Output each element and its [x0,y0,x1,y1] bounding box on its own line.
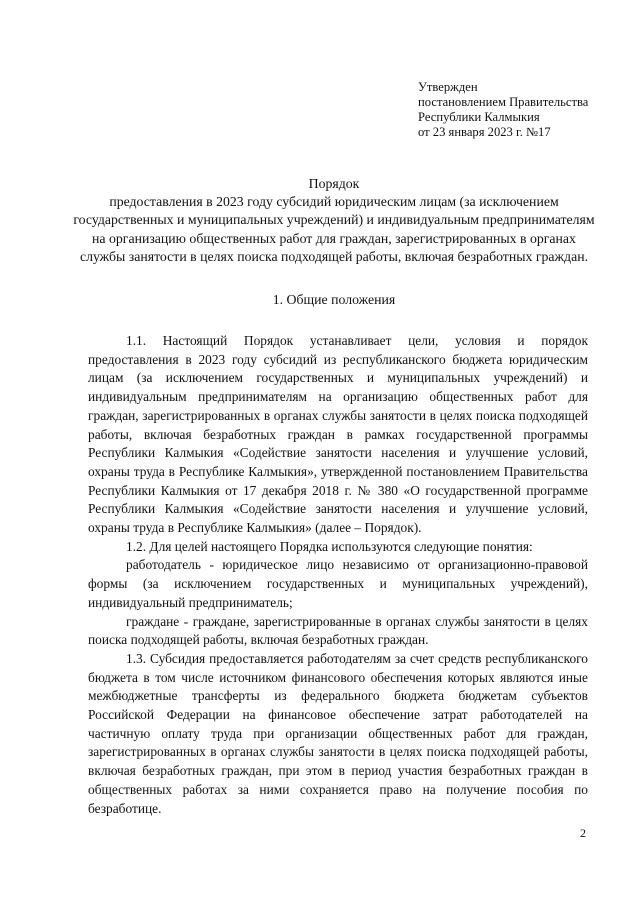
document-title: Порядок [308,176,360,191]
page-number: 2 [580,826,586,840]
approval-stamp [418,80,628,140]
approval-line-2: постановлением Правительства [418,95,589,109]
paragraph-1-3: 1.3. Субсидия предоставляется работодателям за счет средств республиканского бюджета в том числе источником финансового обеспечения которых являются иные межбюджетные трансферты из федерального бюджета бюджетам субъектов Российской Федерации на финансовое обеспечение затрат работодателей на частичную оплату труда при организации общественных работ для граждан, зарегистрированных в органах службы занятости в целях поиска подходящей работы, включая безработных граждан, при этом в период участия безработных граждан в общественных работах за ними сохраняется право на получение пособия по безработице. [88,650,588,816]
definition-citizens: граждане - граждане, зарегистрированные в органах службы занятости в целях поиска подходящей работы, включая безработных граждан. [88,613,588,648]
document-body [88,332,588,818]
section-title: 1. Общие положения [272,292,396,307]
paragraph-1-1: 1.1. Настоящий Порядок устанавливает цели, условия и порядок предоставления в 2023 году субсидий из республиканского бюджета юридическим лицам (за исключением государственных и муниципальных учреждений) и индивидуальным предпринимателям на организацию общественных работ для граждан, зарегистрированных в органах службы занятости в целях поиска подходящей работы, включая безработных граждан в рамках государственной программы Республики Калмыкия «Содействие занятости населения и улучшение условий, охраны труда в Республике Калмыкия», утвержденной постановлением Правительства Республики Калмыкия от 17 декабря 2018 г. № 380 «О государственной программе Республики Калмыкия «Содействие занятости населения и улучшение условий, охраны труда в Республике Калмыкия» (далее – Порядок). [88,333,588,536]
approval-line-3: Республики Калмыкия [418,110,540,124]
approval-line-1: Утвержден [418,80,478,94]
document-subtitle: предоставления в 2023 году субсидий юридическим лицам (за исключением государственных и муниципальных учреждений) и индивидуальным предпринимателям на организацию общественных работ для граждан, зарегистрированных в органах службы занятости в целях поиска подходящей работы, включая безработных граждан. [73,194,595,264]
definition-employer: работодатель - юридическое лицо независимо от организационно-правовой формы (за исключением государственных и муниципальных учреждений), индивидуальный предприниматель; [88,557,588,610]
approval-line-4: от 23 января 2023 г. №17 [418,125,551,139]
paragraph-1-2: 1.2. Для целей настоящего Порядка используются следующие понятия: [126,538,533,554]
document-heading [70,175,598,266]
